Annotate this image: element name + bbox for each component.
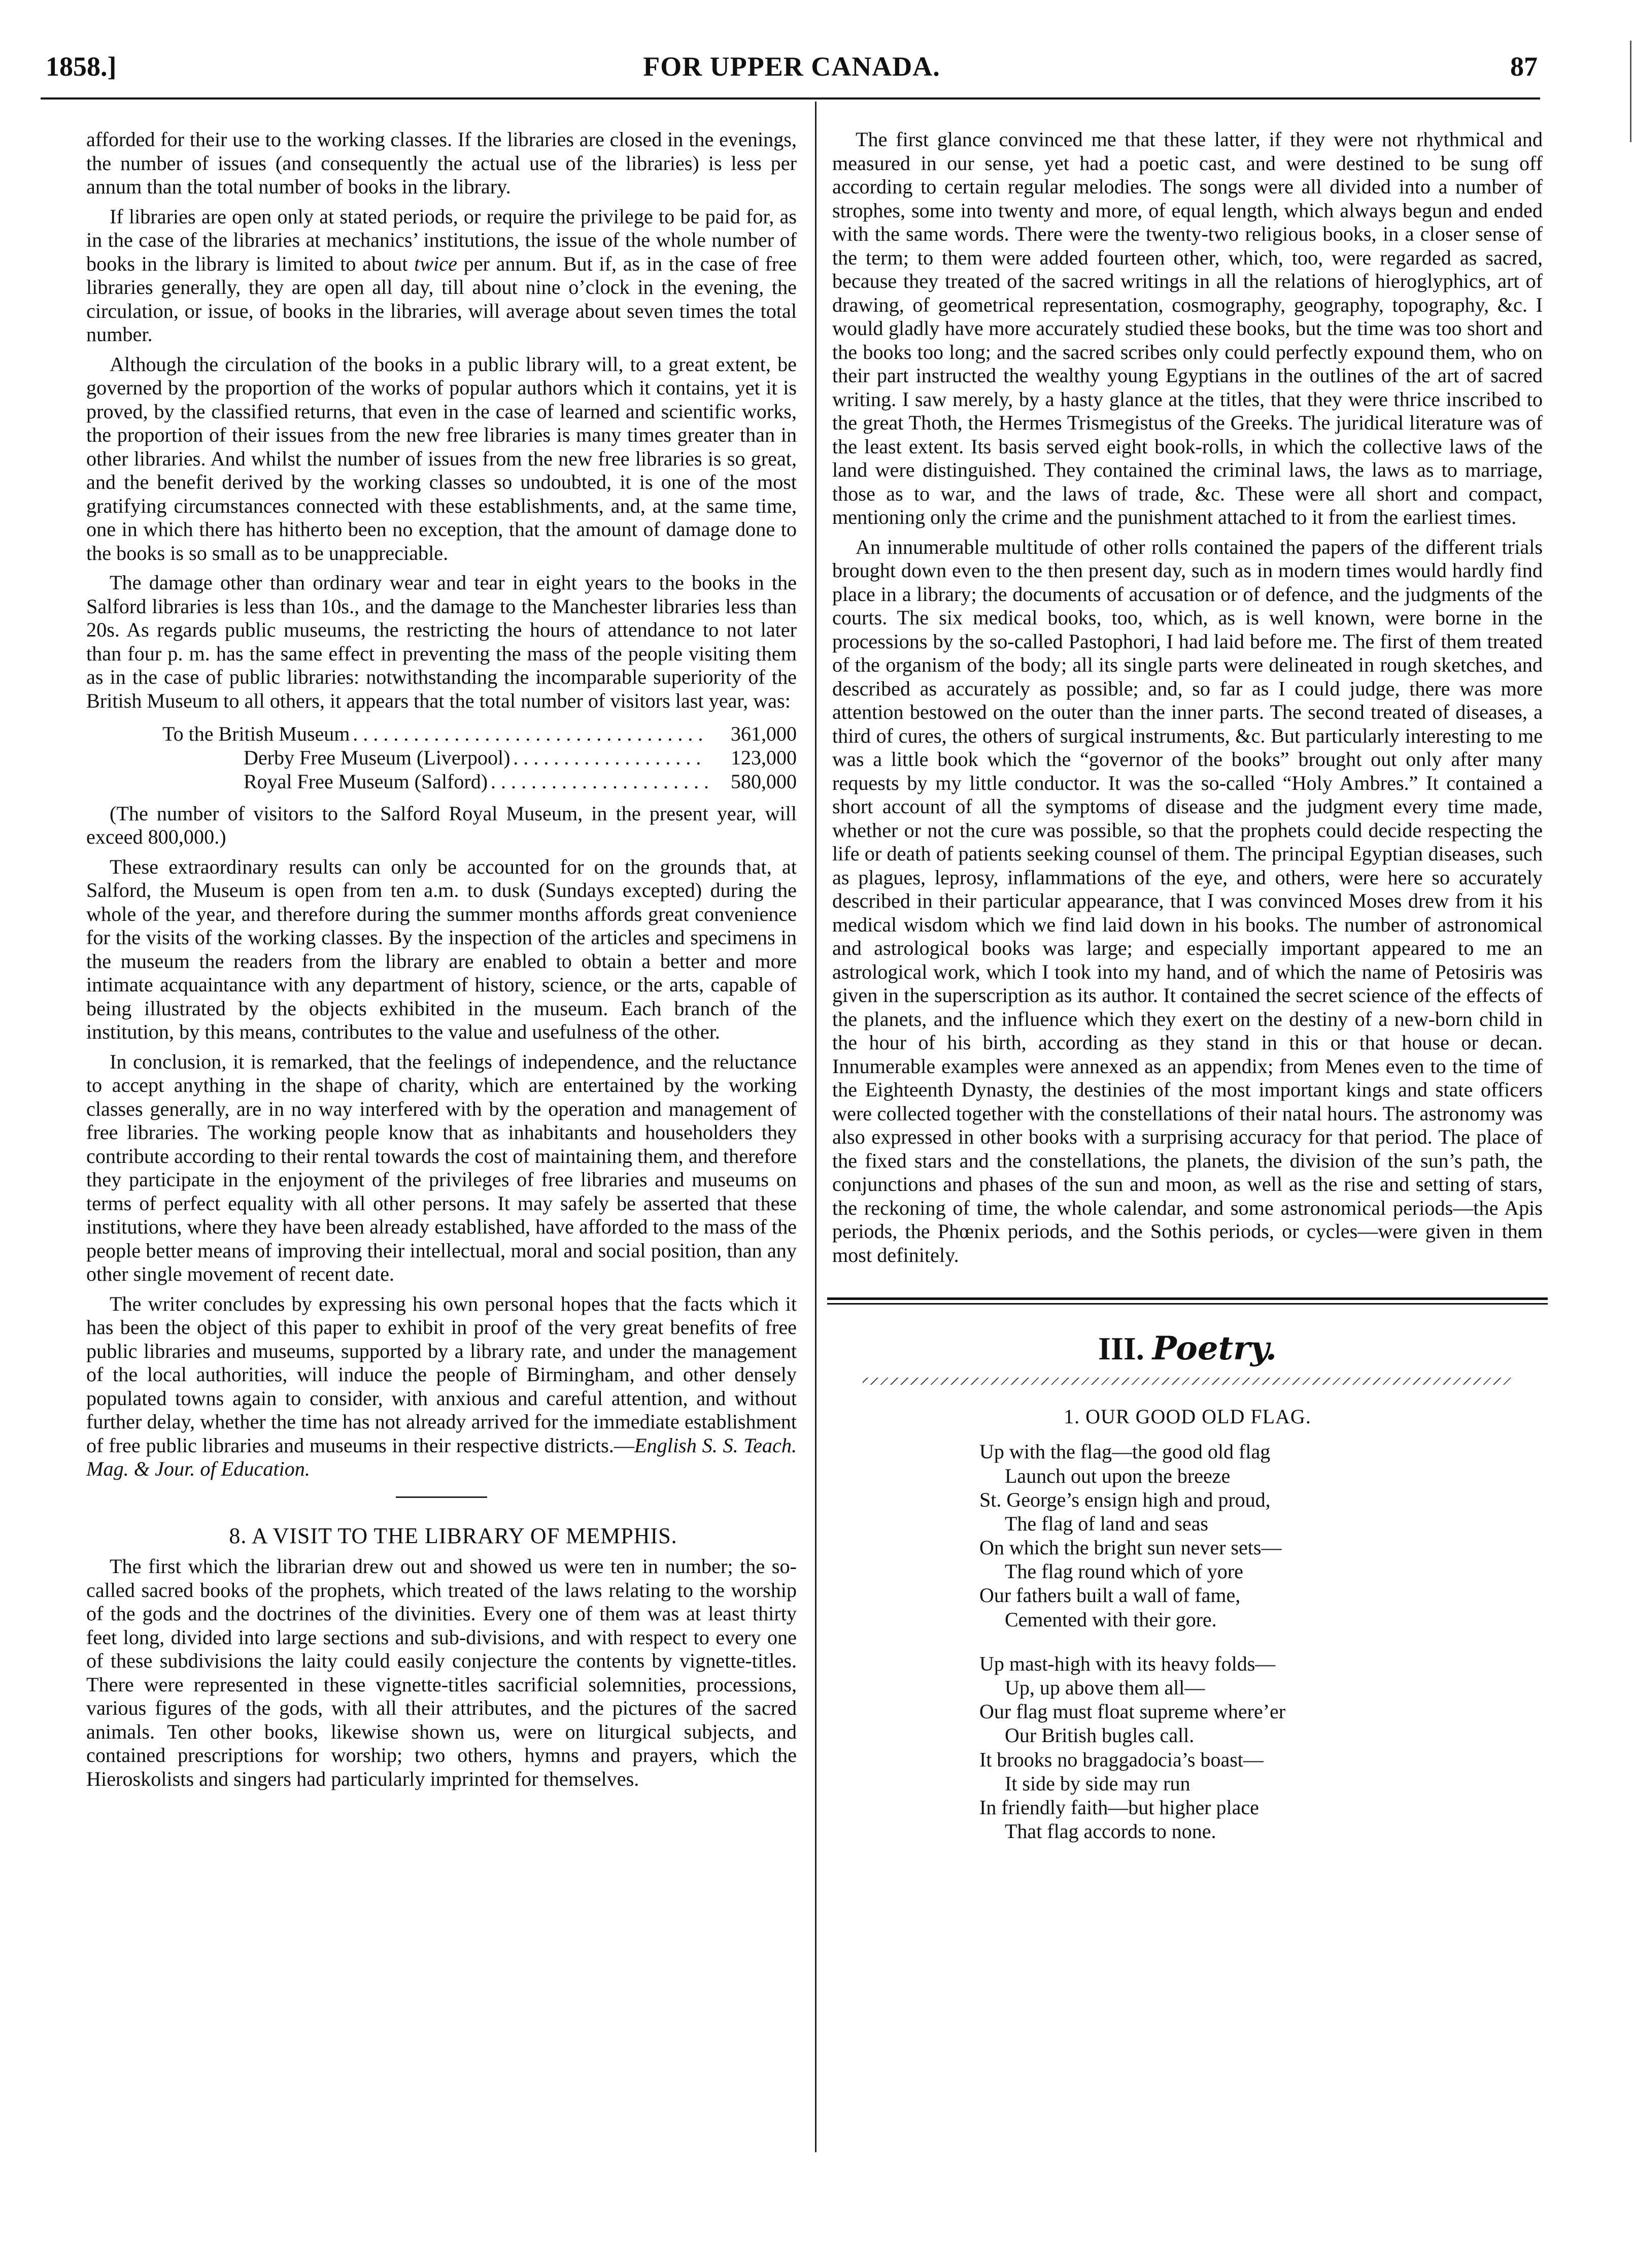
section-heading — [832, 1330, 1543, 1368]
poem-line: Our fathers built a wall of fame, — [979, 1584, 1241, 1607]
leader-dots — [353, 722, 707, 746]
visitors-row — [86, 770, 797, 793]
running-header — [46, 51, 1538, 91]
poem-line: The flag of land and seas — [1005, 1512, 1208, 1535]
section-rule — [827, 1297, 1548, 1305]
poem-line: Up with the flag—the good old flag — [979, 1440, 1271, 1463]
column-divider — [815, 102, 816, 2152]
poem-line: Launch out upon the breeze — [1005, 1464, 1231, 1487]
poem-line: It side by side may run — [1005, 1772, 1190, 1795]
header-title: FOR UPPER CANADA. — [643, 51, 940, 82]
poem-line: Up mast-high with its heavy folds— — [979, 1652, 1276, 1675]
section-name: Poetry. — [1152, 1329, 1277, 1368]
poem-line: Our British bugles call. — [1005, 1724, 1195, 1747]
visitors-value: 123,000 — [731, 746, 797, 770]
right-column — [832, 128, 1543, 1863]
visitors-label: Royal Free Museum (Salford) — [244, 770, 488, 793]
visitors-label: Derby Free Museum (Liverpool) — [244, 746, 511, 770]
article-title: 8. A VISIT TO THE LIBRARY OF MEMPHIS. — [229, 1523, 677, 1548]
poem-line: Up, up above them all— — [1005, 1676, 1205, 1699]
poem-line: On which the bright sun never sets— — [979, 1536, 1282, 1559]
paragraph: The first glance convinced me that these latter, if they were not rhythmical and measured in our sense, yet had a poetic cast, and were destined to be sung off according to certain regular melodies. The songs were all divided into a number of strophes, some into twenty and more, of equal length, which always begun and ended with the same words. There were the twenty-two religious books, in a closer sense of the term; to them were added fourteen other, which, too, were regarded as sacred, because they treated of the sacred writings in all the relations of hieroglyphics, art of drawing, of geometrical representation, cosmography, geography, topography, &c. I would gladly have more accurately studied these books, but the time was too short and the books too long; and the sacred scribes only could perfectly expound them, who on their part instructed the wealthy young Egyptians in the outlines of the art of sacred writing. I saw merely, by a hasty glance at the titles, that they were thrice inscribed to the great Thoth, the Hermes Trismegistus of the Greeks. The juridical literature was of the least extent. Its basis served eight book-rolls, in which the collective laws of the land were distinguished. They contained the criminal laws, the laws as to marriage, those as to war, and the laws of trade, &c. These were all short and compact, mentioning only the crime and the punishment attached to it from the earliest times. — [832, 128, 1543, 528]
visitors-value: 580,000 — [731, 770, 797, 793]
paragraph: The damage other than ordinary wear and tear in eight years to the books in the Salford libraries is less than 10s., and the damage to the Manchester libraries less than 20s. As regards public museums, the restricting the hours of attendance to not later than four p. m. has the same effect in preventing the mass of the people visiting them as in the case of public libraries: notwithstanding the incomparable superiority of the British Museum to all others, it appears that the total number of visitors last year, was: — [86, 571, 797, 712]
poem-stanza — [832, 1652, 1543, 1844]
poem-line: Our flag must float supreme where’er — [979, 1700, 1286, 1723]
poem-line: St. George’s ensign high and proud, — [979, 1488, 1271, 1511]
visitors-row — [86, 746, 797, 770]
margin-mark — [1630, 41, 1631, 142]
leader-dots — [513, 746, 707, 770]
poem-stanza — [832, 1440, 1543, 1631]
text-run: If libraries are open only at stated periods, or require the privilege to be paid for, as in the case of the libraries at mechanics’ institutions, the issue of the whole number of books in the library is limited to about — [86, 205, 797, 275]
poem-line: In friendly faith—but higher place — [979, 1795, 1259, 1819]
leader-dots — [491, 770, 707, 793]
source-citation: English S. S. Teach. Mag. & Jour. of Education. — [86, 1433, 797, 1481]
paragraph — [86, 1292, 797, 1481]
poem-line: Cemented with their gore. — [1005, 1608, 1217, 1631]
page-number: 87 — [1510, 51, 1538, 82]
wavy-rule — [863, 1378, 1512, 1385]
poem-line: The flag round which of yore — [1005, 1560, 1243, 1583]
text-run: per annum. But if, as in the case of free libraries generally, they are open all day, till about nine o’clock in the evening, the circulation, or issue, of books in the libraries, will average about seven times the total number. — [86, 252, 797, 346]
visitors-value: 361,000 — [731, 722, 797, 745]
paragraph: (The number of visitors to the Salford Royal Museum, in the present year, will exceed 800,000.) — [86, 802, 797, 849]
visitors-label: To the British Museum — [162, 722, 350, 745]
paragraph: Although the circulation of the books in a public library will, to a great extent, be governed by the proportion of the works of popular authors which it contains, yet it is proved, by the classified returns, that even in the case of learned and scientific works, the proportion of their issues from the new free libraries is many times greater than in other libraries. And whilst the number of issues from the new free libraries is so great, and the benefit derived by the working classes so undoubted, it is one of the most gratifying circumstances connected with these establishments, and, at the same time, one in which there has hitherto been no exception, that the amount of damage done to the books is so small as to be unappreciable. — [86, 352, 797, 564]
header-date: 1858.] — [46, 51, 117, 82]
poem-line: That flag accords to none. — [1005, 1820, 1216, 1843]
section-divider — [396, 1496, 487, 1498]
text-run: The writer concludes by expressing his own personal hopes that the facts which it has been the object of this paper to exhibit in proof of the very great benefits of free public libraries and museums, supported by a library rate, and under the management of the local authorities, will induce the people of Birmingham, and other densely populated towns again to consider, with anxious and careful attention, and without further delay, whether the time has not already arrived for the immediate establishment of free public libraries and museums in their respective districts.— — [86, 1292, 797, 1457]
left-column — [86, 128, 797, 1797]
paragraph: An innumerable multitude of other rolls contained the papers of the different trials brought down even to the then present day, such as in modern times would hardly find place in a library; the documents of accusation or of defence, and the judgments of the courts. The six medical books, too, which, as is well known, were borne in the processions by the so-called Pastophori, I had laid before me. The first of them treated of the organism of the body; all its single parts were delineated in rough sketches, and described as accurately as possible; and, so far as I could judge, there was more attention bestowed on the outer than the inner parts. The second treated of diseases, a third of cures, the others of surgical instruments, &c. But particularly interesting to me was a little book which the “governor of the books” brought out only after many requests by my little conductor. It was the so-called “Holy Ambres.” It contained a short account of all the symptoms of disease and the judgment every time made, whether or not the cure was possible, so that the prophets could decide respecting the life or death of patients seeking counsel of them. The principal Egyptian diseases, such as plagues, leprosy, inflammations of the eye, and others, were here so accurately described in their particular appearance, that I was convinced Moses drew from it his medical wisdom which we find laid down in his books. The number of astronomical and astrological books was large; and especially important appeared to me an astrological work, which I took into my hand, and of which the name of Petosiris was given in the superscription as its author. It contained the secret science of the effects of the planets, and the influence which they exert on the destiny of a new-born child in the hour of his birth, according as they stand in this or that house or decan. Innumerable examples were annexed as an appendix; from Menes even to the time of the Eighteenth Dynasty, the destinies of the most important kings and state officers were collected together with the constellations of their natal hours. The astronomy was also expressed in other books with a surprising accuracy for that period. The place of the fixed stars and the constellations, the planets, the division of the sun’s path, the conjunctions and phases of the sun and moon, as well as the rise and setting of stars, the reckoning of time, the whole calendar, and some astronomical periods—the Apis periods, the Phœnix periods, and the Sothis periods, or cycles—were given in them most definitely. — [832, 535, 1543, 1266]
poem-title: 1. OUR GOOD OLD FLAG. — [1064, 1405, 1311, 1428]
emphasis: twice — [414, 252, 457, 275]
visitors-table — [86, 722, 797, 794]
paragraph: afforded for their use to the working classes. If the libraries are closed in the evenings, the number of issues (and consequently the actual use of the libraries) is less per annum than the total number of books in the library. — [86, 128, 797, 198]
header-rule — [41, 97, 1540, 99]
paragraph — [86, 205, 797, 347]
poem-line: It brooks no braggadocia’s boast— — [979, 1748, 1264, 1771]
visitors-row — [86, 722, 797, 746]
paragraph: These extraordinary results can only be accounted for on the grounds that, at Salford, the Museum is open from ten a.m. to dusk (Sundays excepted) during the whole of the year, and therefore during the summer months affords great convenience for the visits of the working classes. By the inspection of the articles and specimens in the museum the readers from the library are enabled to obtain a better and more intimate acquaintance with any department of history, science, or the arts, capable of being illustrated by the objects exhibited in the museum. Each branch of the institution, by this means, contributes to the value and usefulness of the other. — [86, 855, 797, 1044]
paragraph: In conclusion, it is remarked, that the feelings of independence, and the reluctance to accept anything in the shape of charity, which are entertained by the working classes generally, are in no way interfered with by the operation and management of free libraries. The working people know that as inhabitants and householders they contribute according to their rental towards the cost of maintaining them, and therefore they participate in the enjoyment of the privileges of free libraries and museums on terms of perfect equality with all other persons. It may safely be asserted that these institutions, where they have been already established, have afforded to the mass of the people better means of improving their intellectual, moral and social position, than any other single movement of recent date. — [86, 1050, 797, 1286]
paragraph: The first which the librarian drew out and showed us were ten in number; the so-called sacred books of the prophets, which treated of the laws relating to the worship of the gods and the doctrines of the divinities. Every one of them was at least thirty feet long, divided into large sections and sub-divisions, and with respect to every one of these subdivisions the laity could easily conjecture the contents by vignette-titles. There were represented in these vignette-titles sacrificial solemnities, processions, various figures of the gods, with all their attributes, and the pictures of the sacred animals. Ten other books, likewise shown us, were on liturgical subjects, and contained prescriptions for worship; two others, hymns and prayers, which the Hieroskolists and singers had particularly imprinted for themselves. — [86, 1555, 797, 1790]
section-number: III. — [1098, 1330, 1144, 1366]
